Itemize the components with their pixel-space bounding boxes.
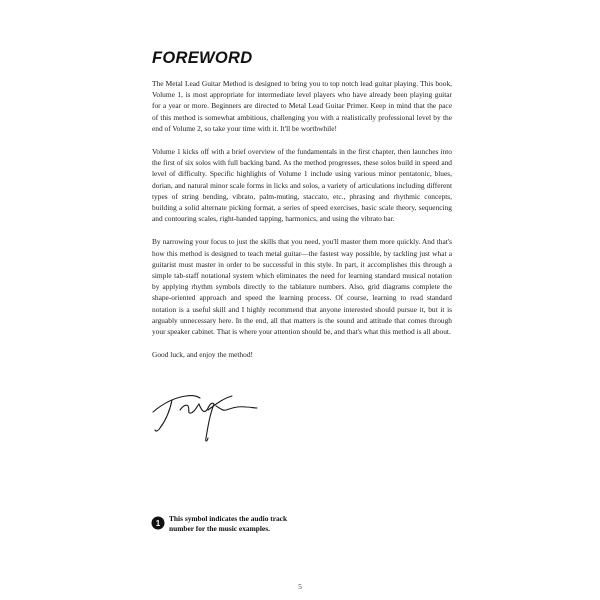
paragraph-intro: The Metal Lead Guitar Method is designed to bring you to top notch lead guitar playing. This book, Volume 1, is most appropriate for intermediate level players who have already been playing guitar for a year or more. Beginners are directed to Metal Lead Guitar Primer. Keep in mind that the pace of this method is somewhat ambitious, challenging you with a realistically professional level by the end of Volume 2, so take your time with it. It'll be worthwhile! (152, 79, 452, 133)
page-title: FOREWORD (152, 49, 253, 67)
paragraph-method-focus: By narrowing your focus to just the skills that you need, you'll master them more quickly. And that's how this method is designed to teach metal guitar—the fastest way possible, by tackling just what a guitarist must master in order to be successful in this style. In part, it accomplishes this through a simple tab-staff notational system which eliminates the need for learning standard musical notation by applying rhythm symbols directly to the tablature numbers. Also, grid diagrams complete the shape-oriented approach and speed the learning process. Of course, learning to read standard notation is a useful skill and I highly recommend that anyone interested should pursue it, but it is arguably unnecessary here. In the end, all that matters is the sound and attitude that comes through your speaker cabinet. That is where your attention should be, and that's what this method is all about. (152, 237, 452, 337)
audio-track-note (151, 514, 299, 533)
closing-line: Good luck, and enjoy the method! (152, 350, 253, 360)
foreword-body (152, 78, 452, 372)
audio-track-note-text: This symbol indicates the audio track number for the music examples. (169, 514, 288, 533)
audio-track-badge-icon (151, 516, 165, 530)
signature-icon (150, 384, 260, 446)
audio-track-badge-number: 1 (155, 519, 161, 528)
page-number: 5 (298, 582, 302, 591)
paragraph-volume-overview: Volume 1 kicks off with a brief overview of the fundamentals in the first chapter, then launches into the first of six solos with full backing band. As the method progresses, these solos build in speed and level of difficulty. Specific highlights of Volume 1 include using various minor pentatonic, blues, dorian, and natural minor scale forms in licks and solos, a variety of articulations including different types of string bending, vibrato, palm-muting, staccato, etc., phrasing and rhythmic concepts, building a solid alternate picking format, a series of speed exercises, basic scale theory, sequencing and contouring scales, right-handed tapping, harmonics, and using the vibrato bar. (152, 147, 452, 224)
